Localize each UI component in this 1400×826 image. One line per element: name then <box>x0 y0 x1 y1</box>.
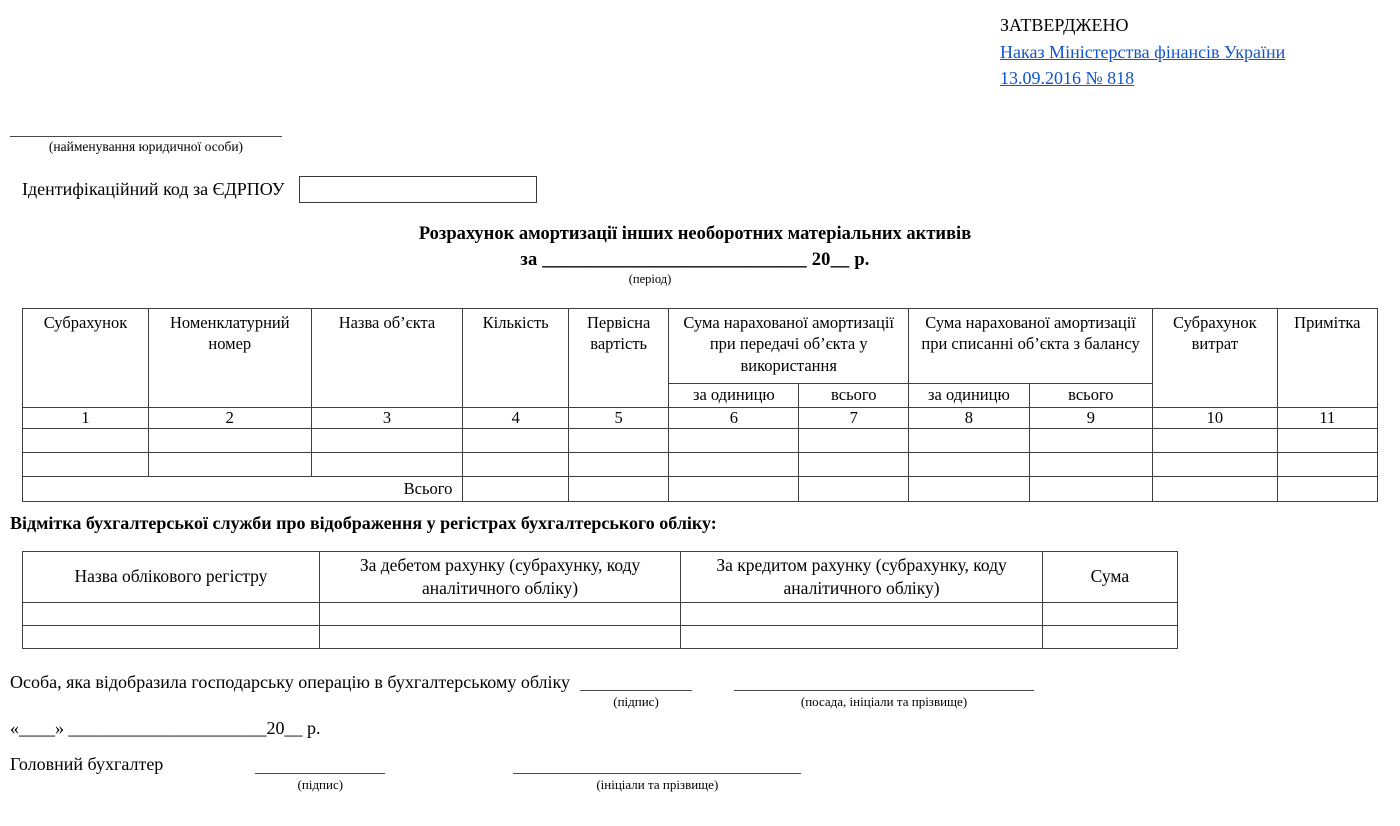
document-title-block <box>0 224 1390 287</box>
org-name-blank-line <box>10 114 282 137</box>
org-name-block <box>10 114 282 155</box>
registers-header-row <box>23 552 1178 603</box>
chief-initials-blank <box>513 752 801 793</box>
col-header-nomenclature-number: Номенклатурний номер <box>149 309 312 408</box>
order-link[interactable]: Наказ Міністерства фінансів України <box>1000 41 1286 62</box>
recorder-signature-row <box>10 670 1034 710</box>
empty-cell <box>569 429 669 453</box>
col-header-register-name: Назва облікового регістру <box>23 552 320 603</box>
empty-cell <box>463 477 569 502</box>
empty-cell <box>1029 429 1152 453</box>
table-row <box>23 429 1378 453</box>
empty-cell <box>909 453 1030 477</box>
recorder-signature-blank <box>580 670 692 710</box>
empty-cell <box>23 429 149 453</box>
col-header-quantity: Кількість <box>463 309 569 408</box>
chief-signature-blank <box>255 752 385 793</box>
empty-cell <box>681 602 1043 625</box>
column-number: 1 <box>23 408 149 429</box>
empty-cell <box>1029 477 1152 502</box>
total-row <box>23 477 1378 502</box>
recorder-label: Особа, яка відобразила господарську операцію в бухгалтерському обліку <box>10 672 571 692</box>
empty-cell <box>681 625 1043 648</box>
column-number: 10 <box>1153 408 1278 429</box>
subcol-per-unit-transfer: за одиницю <box>669 384 799 408</box>
empty-cell <box>669 429 799 453</box>
empty-cell <box>463 429 569 453</box>
total-label: Всього <box>23 477 463 502</box>
column-number-row <box>23 408 1378 429</box>
recorder-position-blank <box>734 670 1034 710</box>
col-header-amortization-transfer: Сума нарахованої амортизації при передачі об’єкта у використання <box>669 309 909 384</box>
empty-cell <box>23 453 149 477</box>
col-header-sum: Сума <box>1042 552 1177 603</box>
table-row <box>23 602 1178 625</box>
edrpou-input-box[interactable] <box>299 176 537 203</box>
chief-initials-caption: (ініціали та прізвище) <box>596 777 719 792</box>
column-number: 7 <box>799 408 909 429</box>
empty-cell <box>23 625 320 648</box>
date-line: «____» ______________________20__ р. <box>10 718 321 738</box>
empty-cell <box>1153 429 1278 453</box>
registers-table <box>22 551 1178 649</box>
col-header-credit-account: За кредитом рахунку (субрахунку, коду аналітичного обліку) <box>681 552 1043 603</box>
empty-cell <box>669 477 799 502</box>
signature-line <box>513 752 801 774</box>
column-number: 4 <box>463 408 569 429</box>
column-number: 3 <box>311 408 463 429</box>
empty-cell <box>319 625 681 648</box>
empty-cell <box>799 429 909 453</box>
empty-cell <box>569 477 669 502</box>
org-name-caption: (найменування юридичної особи) <box>48 139 244 154</box>
empty-cell <box>149 429 312 453</box>
empty-cell <box>799 453 909 477</box>
table-header-row-1 <box>23 309 1378 384</box>
empty-cell <box>669 453 799 477</box>
subcol-total-transfer: всього <box>799 384 909 408</box>
col-header-object-name: Назва об’єкта <box>311 309 463 408</box>
period-caption: (період) <box>628 272 672 286</box>
chief-accountant-row <box>10 752 801 793</box>
chief-accountant-label: Головний бухгалтер <box>10 754 164 774</box>
registers-note: Відмітка бухгалтерської служби про відображення у регістрах бухгалтерського обліку: <box>10 513 717 533</box>
edrpou-label: Ідентифікаційний код за ЄДРПОУ <box>22 179 285 199</box>
empty-cell <box>1153 453 1278 477</box>
table-row <box>23 625 1178 648</box>
empty-cell <box>1277 453 1377 477</box>
empty-cell <box>463 453 569 477</box>
signature-caption: (підпис) <box>613 694 659 709</box>
empty-cell <box>1029 453 1152 477</box>
empty-cell <box>319 602 681 625</box>
empty-cell <box>1042 602 1177 625</box>
chief-signature-caption: (підпис) <box>297 777 344 792</box>
empty-cell <box>1042 625 1177 648</box>
empty-cell <box>799 477 909 502</box>
empty-cell <box>23 602 320 625</box>
signature-line <box>580 670 692 691</box>
empty-cell <box>149 453 312 477</box>
col-header-expense-subaccount: Субрахунок витрат <box>1153 309 1278 408</box>
col-header-initial-cost: Первісна вартість <box>569 309 669 408</box>
column-number: 8 <box>909 408 1030 429</box>
empty-cell <box>1277 477 1377 502</box>
empty-cell <box>569 453 669 477</box>
column-number: 11 <box>1277 408 1377 429</box>
approved-label: ЗАТВЕРДЖЕНО <box>1000 15 1129 35</box>
column-number: 6 <box>669 408 799 429</box>
subcol-per-unit-writeoff: за одиницю <box>909 384 1030 408</box>
column-number: 9 <box>1029 408 1152 429</box>
document-title: Розрахунок амортизації інших необоротних матеріальних активів <box>418 224 972 244</box>
empty-cell <box>1277 429 1377 453</box>
table-row <box>23 453 1378 477</box>
empty-cell <box>311 429 463 453</box>
order-number-link[interactable]: 13.09.2016 № 818 <box>1000 68 1135 89</box>
signature-line <box>255 752 385 774</box>
amortization-table <box>22 308 1378 502</box>
approval-block <box>1000 12 1285 92</box>
position-caption: (посада, ініціали та прізвище) <box>800 694 968 709</box>
empty-cell <box>909 429 1030 453</box>
edrpou-row <box>22 176 537 203</box>
column-number: 5 <box>569 408 669 429</box>
document-period-line: за ____________________________ 20__ р. <box>520 250 870 270</box>
column-number: 2 <box>149 408 312 429</box>
col-header-subaccount: Субрахунок <box>23 309 149 408</box>
empty-cell <box>1153 477 1278 502</box>
empty-cell <box>909 477 1030 502</box>
col-header-note: Примітка <box>1277 309 1377 408</box>
signature-line <box>734 670 1034 691</box>
empty-cell <box>311 453 463 477</box>
col-header-debit-account: За дебетом рахунку (субрахунку, коду аналітичного обліку) <box>319 552 681 603</box>
col-header-amortization-writeoff: Сума нарахованої амортизації при списанні об’єкта з балансу <box>909 309 1153 384</box>
subcol-total-writeoff: всього <box>1029 384 1152 408</box>
